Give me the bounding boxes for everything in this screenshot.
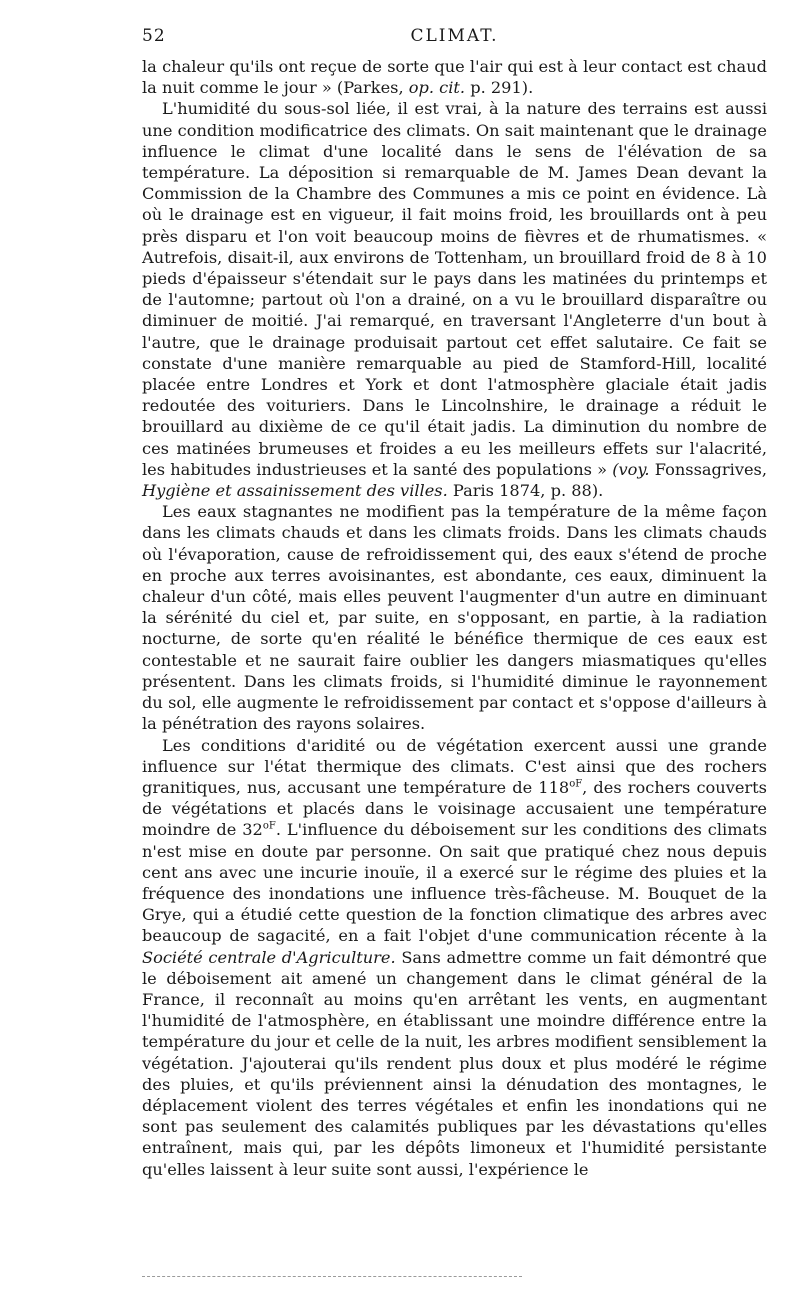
footer-rule <box>142 1276 522 1277</box>
page-header <box>142 24 767 56</box>
text-segment: Fonssagrives, <box>649 459 767 479</box>
body-text <box>142 56 767 1180</box>
text-segment: , des rochers couverts de végétations et placés dans le voisinage accusaient une température moindre de 32 <box>142 777 767 840</box>
running-title: CLIMAT. <box>410 26 499 46</box>
paragraph <box>142 501 767 734</box>
superscript-text: oF <box>262 820 276 832</box>
text-segment: L'humidité du sous-sol liée, il est vrai, à la nature des terrains est aussi une condition modificatrice des climats. On sait maintenant que le drainage influence le climat d'une localité dans le sens de l'élévation de sa température. La déposition si remarquable de M. James Dean devant la Commission de la Chambre des Communes a mis ce point en évidence. Là où le drainage est en vigueur, il fait moins froid, les brouillards ont à peu près disparu et l'on voit beaucoup moins de fièvres et de rhumatismes. « Autrefois, disait-il, aux environs de Tottenham, un brouillard froid de 8 à 10 pieds d'épaisseur s'étendait sur le pays dans les matinées du printemps et de l'automne; partout où l'on a drainé, on a vu le brouillard disparaître ou diminuer de moitié. J'ai remarqué, en traversant l'Angleterre d'un bout à l'autre, que le drainage produisait partout cet effet salutaire. Ce fait se constate d'une manière remarquable au pied de Stamford-Hill, localité placée entre Londres et York et dont l'atmosphère glaciale était jadis redoutée des voituriers. Dans le Lincolnshire, le drainage a réduit le brouillard au dixième de ce qu'il était jadis. La diminution du nombre de ces matinées brumeuses et froides a eu les meilleurs effets sur l'alacrité, les habitudes industrieuses et la santé des populations » <box>142 99 767 479</box>
text-segment: Sans admettre comme un fait démontré que le déboisement ait amené un changement dans le climat général de la France, il reconnaît au moins qu'en arrêtant les vents, en augmentant l'humidité de l'atmosphère, en établissant une moindre différence entre la température du jour et celle de la nuit, les arbres modifient sensiblement la végétation. J'ajouterai qu'ils rendent plus doux et plus modéré le régime des pluies, et qu'ils préviennent ainsi la dénudation des montagnes, le déplacement violent des terres végétales et enfin les inondations qui ne sont pas seulement des calamités publiques par les dévastations qu'elles entraînent, mais qui, par les dépôts limoneux et l'humidité persistante qu'elles laissent à leur suite sont aussi, l'expérience le <box>142 947 767 1179</box>
text-segment: p. 291). <box>465 78 534 98</box>
italic-text: Société centrale d'Agriculture. <box>142 947 396 967</box>
superscript-text: oF <box>569 778 583 790</box>
paragraph <box>142 56 767 98</box>
text-segment: . L'influence du déboisement sur les conditions des climats n'est mise en doute par personne. On sait que pratiqué chez nous depuis cent ans avec une incurie inouïe, il a exercé sur le régime des pluies et la fréquence des inondations une influence très-fâcheuse. M. Bouquet de la Grye, qui a étudié cette question de la fonction climatique des arbres avec beaucoup de sagacité, en a fait l'objet d'une communication récente à la <box>142 820 768 946</box>
text-segment: Les eaux stagnantes ne modifient pas la température de la même façon dans les climats chauds et dans les climats froids. Dans les climats chauds où l'évaporation, cause de refroidissement qui, des eaux s'étend de proche en proche aux terres avoisinantes, est abondante, ces eaux, diminuent la chaleur d'un côté, mais elles peuvent l'augmenter d'un autre en diminuant la sérénité du ciel et, par suite, en s'opposant, en partie, à la radiation nocturne, de sorte qu'en réalité le bénéfice thermique de ces eaux est contestable et ne saurait faire oublier les dangers miasmatiques qu'elles présentent. Dans les climats froids, si l'humidité diminue le rayonnement du sol, elle augmente le refroidissement par contact et s'oppose d'ailleurs à la pénétration des rayons solaires. <box>142 502 767 734</box>
paragraph <box>142 735 767 1180</box>
italic-text: Hygiène et assainissement des villes. <box>142 481 448 501</box>
paragraph <box>142 98 767 501</box>
italic-text: (voy. <box>612 459 650 479</box>
text-segment: Les conditions d'aridité ou de végétation exercent aussi une grande influence sur l'état thermique des climats. C'est ainsi que des rochers granitiques, nus, accusant une température de 118 <box>142 735 767 797</box>
page-number: 52 <box>142 26 166 46</box>
text-segment: Paris 1874, p. 88). <box>447 481 604 501</box>
text-segment: la chaleur qu'ils ont reçue de sorte que l'air qui est à leur contact est chaud la nuit comme le jour » (Parkes, <box>142 57 767 98</box>
italic-text: op. cit. <box>408 78 466 98</box>
book-page <box>142 24 767 1180</box>
